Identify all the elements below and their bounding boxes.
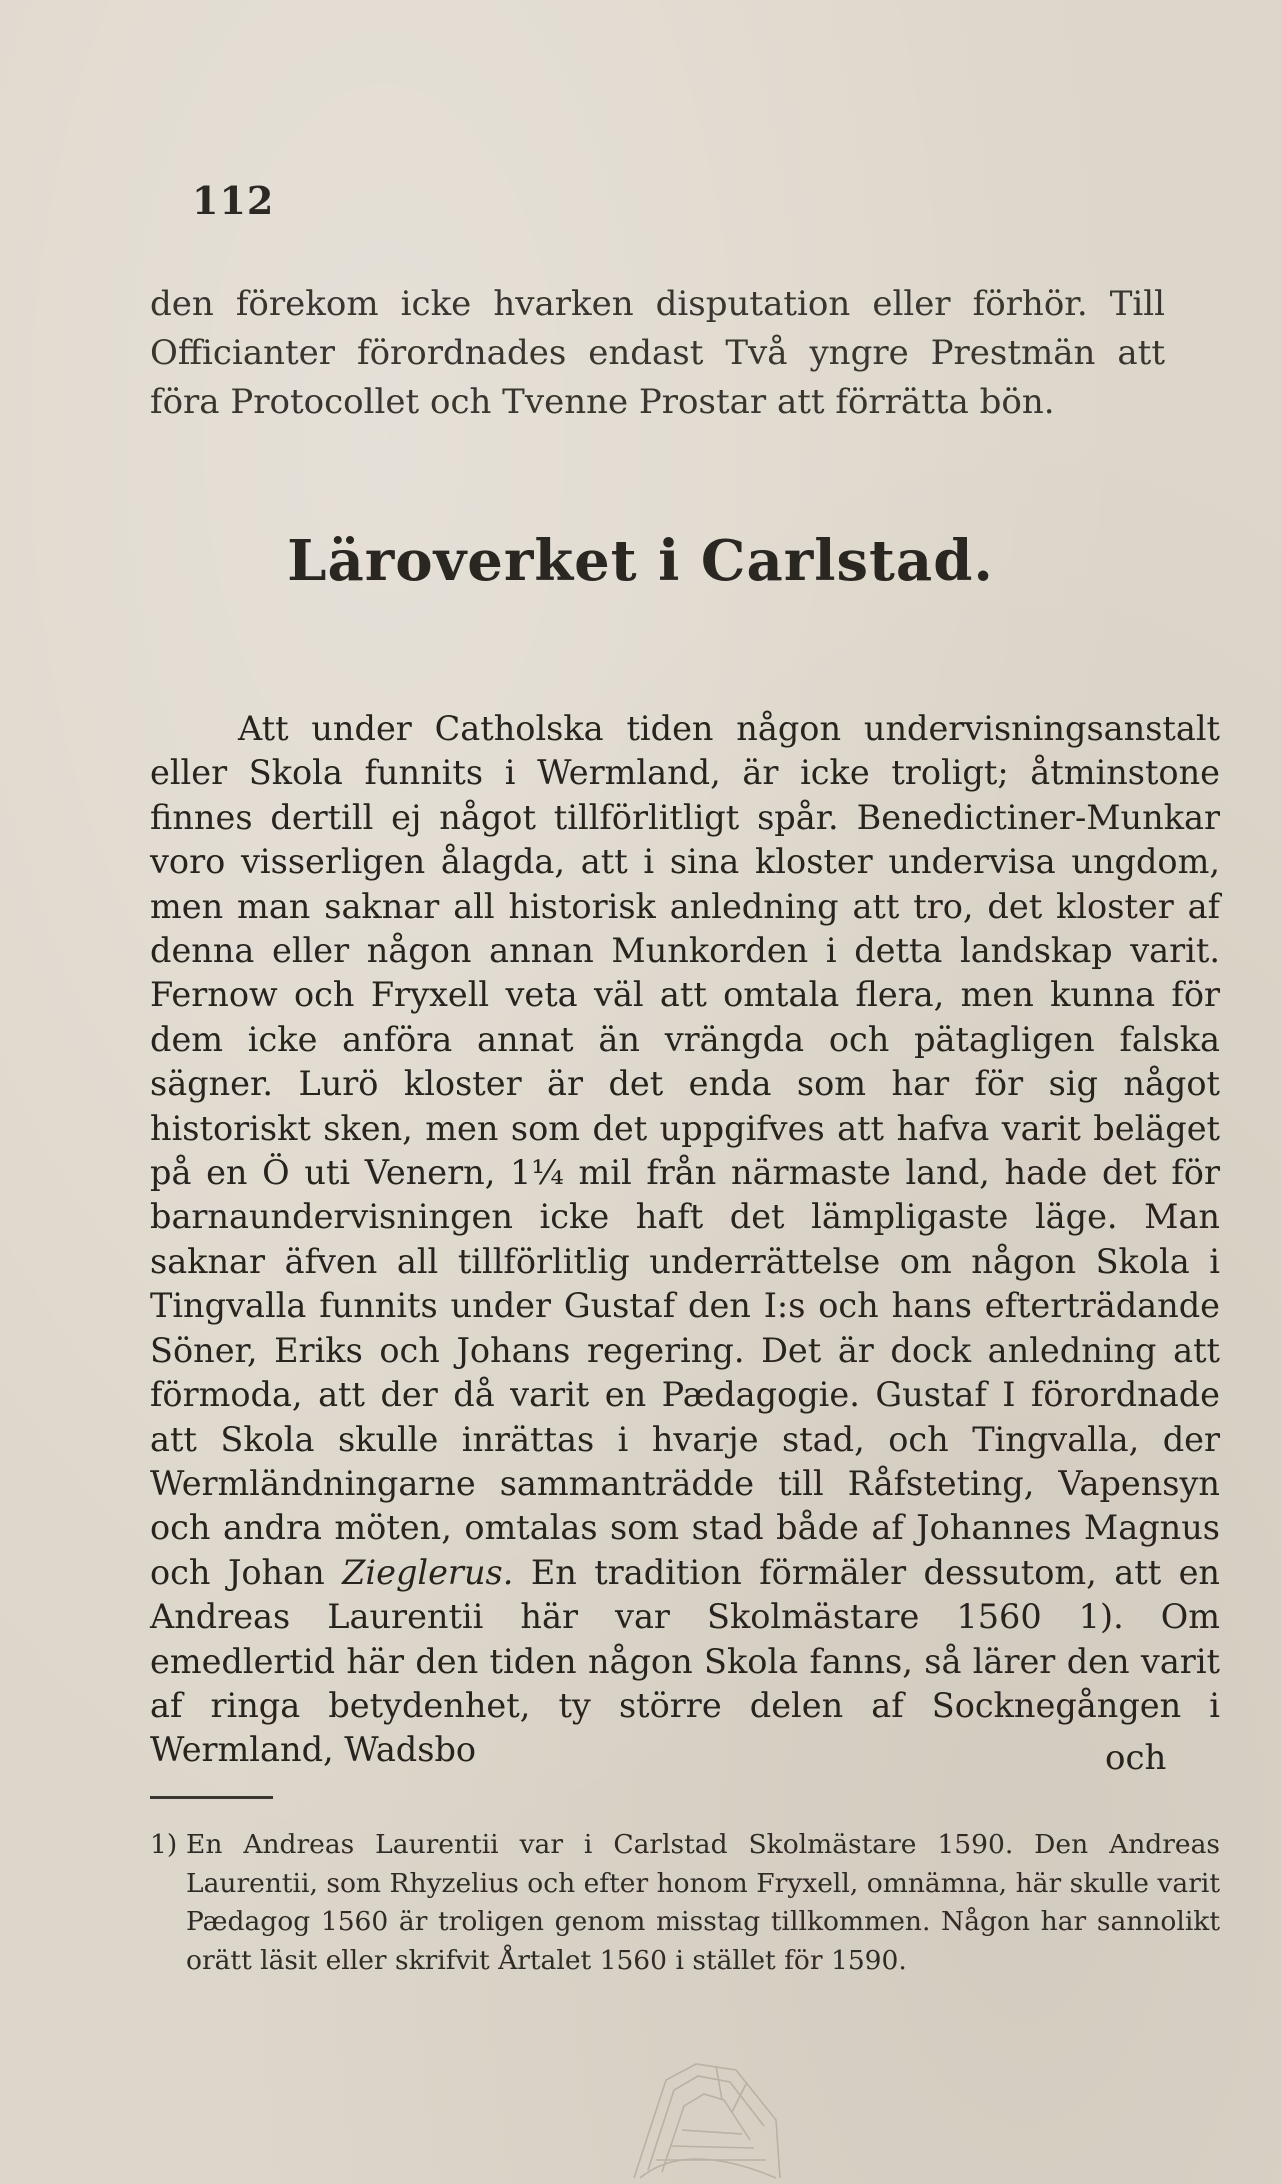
italic-name-zieglerus: Zieglerus. bbox=[342, 1552, 514, 1592]
page-number: 112 bbox=[192, 178, 275, 223]
footnote-text: En Andreas Laurentii var i Carlstad Skolmästare 1590. Den Andreas Laurentii, som Rhyzelius och efter honom Fryxell, omnämna, här skulle varit Pædagog 1560 är troligen genom misstag tillkommen. Någon har sannolikt orätt läsit eller skrifvit Årtalet 1560 i stället för 1590. bbox=[186, 1829, 1220, 1976]
main-paragraph bbox=[150, 707, 1220, 1773]
section-heading: Läroverket i Carlstad. bbox=[287, 528, 994, 594]
paragraph-text-part-2: En tradition förmäler dessutom, att en Andreas Laurentii här var Skolmästare 1560 1). Om emedlertid här den tiden någon Skola fanns, så lärer den varit af ringa betydenhet, ty större delen af Socknegången i Wermland, Wadsbo bbox=[150, 1552, 1221, 1770]
paragraph-text-part-1: Att under Catholska tiden någon undervisningsanstalt eller Skola funnits i Wermland, är icke troligt; åtminstone finnes dertill ej något tillförlitligt spår. Benedictiner-Munkar voro visserligen ålagda, att i sina kloster undervisa ungdom, men man saknar all historisk anledning att tro, det kloster af denna eller någon annan Munkorden i detta landskap varit. Fernow och Fryxell veta väl att omtala flera, men kunna för dem icke anföra annat än vrängda och pätagligen falska sägner. Lurö kloster är det enda som har för sig något historiskt sken, men som det uppgifves att hafva varit beläget på en Ö uti Venern, 1¼ mil från närmaste land, hade det för barnaundervisningen icke haft det lämpligaste läge. Man saknar äfven all tillförlitlig underrättelse om någon Skola i Tingvalla funnits under Gustaf den I:s och hans efterträdande Söner, Eriks och Johans regering. Det är dock anledning att förmoda, att der då varit en Pædagogie. Gustaf I förordnade att Skola skulle inrättas i hvarje stad, och Tingvalla, der Wermländningarne sammanträdde till Råfsteting, Vapensyn och andra möten, omtalas som stad både af Johannes Magnus och Johan bbox=[150, 709, 1220, 1592]
footnote-marker: 1) bbox=[150, 1829, 178, 1860]
footnote-divider bbox=[150, 1796, 273, 1799]
catchword: och bbox=[1105, 1738, 1167, 1778]
carryover-paragraph: den förekom icke hvarken disputation eller förhör. Till Officianter förordnades endast Två yngre Prestmän att föra Protocollet och Tvenne Prostar att förrätta bön. bbox=[150, 284, 1165, 422]
library-stamp-icon bbox=[626, 2060, 786, 2184]
footnote bbox=[150, 1826, 1220, 1980]
